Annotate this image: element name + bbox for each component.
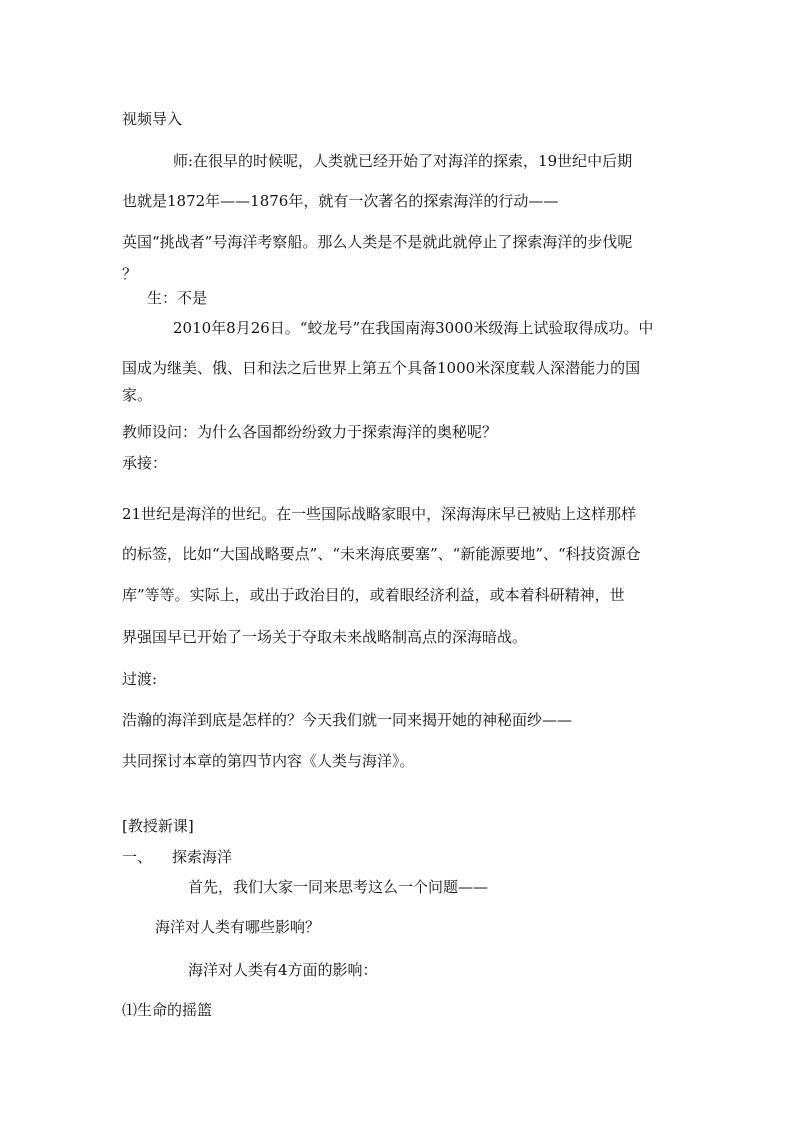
paragraph-line: 界强国早已开始了一场关于夺取未来战略制高点的深海暗战。 — [122, 628, 528, 646]
student-answer: 生：不是 — [147, 289, 208, 307]
paragraph-line: 库”等等。实际上，或出于政治目的，或着眼经济利益，或本着科研精神，世 — [122, 586, 625, 604]
paragraph-line: 海洋对人类有4方面的影响： — [188, 961, 378, 979]
paragraph-line: 海洋对人类有哪些影响？ — [155, 918, 321, 936]
teacher-question: 教师设问：为什么各国都纷纷致力于探索海洋的奥秘呢？ — [122, 423, 498, 441]
paragraph-line: 共同探讨本章的第四节内容《人类与海洋》。 — [122, 752, 415, 770]
paragraph-line: 国成为继美、俄、日和法之后世界上第五个具备1000米深度载人深潜能力的国 — [122, 359, 641, 377]
heading-number: 一、 — [122, 848, 153, 866]
section-label-video-intro: 视频导入 — [122, 110, 183, 128]
paragraph-line: 21世纪是海洋的世纪。在一些国际战略家眼中，深海海床早已被贴上这样那样 — [122, 505, 637, 523]
section-label-transition: 承接： — [122, 454, 168, 472]
section-heading-new-lesson: [教授新课] — [122, 817, 194, 835]
paragraph-line: 也就是1872年——1876年，就有一次著名的探索海洋的行动—— — [122, 192, 559, 210]
numbered-heading — [122, 847, 233, 867]
section-label-transition: 过渡: — [122, 670, 158, 688]
heading-title: 探索海洋 — [172, 848, 233, 866]
paragraph-line: 家。 — [122, 386, 153, 404]
paragraph-line: ？ — [122, 265, 138, 283]
paragraph-line: 2010年8月26日。“蛟龙号”在我国南海3000米级海上试验取得成功。中 — [173, 319, 654, 337]
paragraph-line: 浩瀚的海洋到底是怎样的？今天我们就一同来揭开她的神秘面纱—— — [122, 711, 573, 729]
paragraph-line: 首先，我们大家一同来思考这么一个问题—— — [188, 878, 489, 896]
paragraph-line: 英国“挑战者”号海洋考察船。那么人类是不是就此就停止了探索海洋的步伐呢 — [122, 233, 633, 251]
paragraph-line: 的标签，比如“大国战略要点”、“未来海底要塞”、“新能源要地”、“科技资源仓 — [122, 545, 641, 563]
paragraph-line: 师:在很早的时候呢，人类就已经开始了对海洋的探索，19世纪中后期 — [173, 152, 633, 170]
list-item: ⑴生命的摇篮 — [122, 1001, 213, 1019]
